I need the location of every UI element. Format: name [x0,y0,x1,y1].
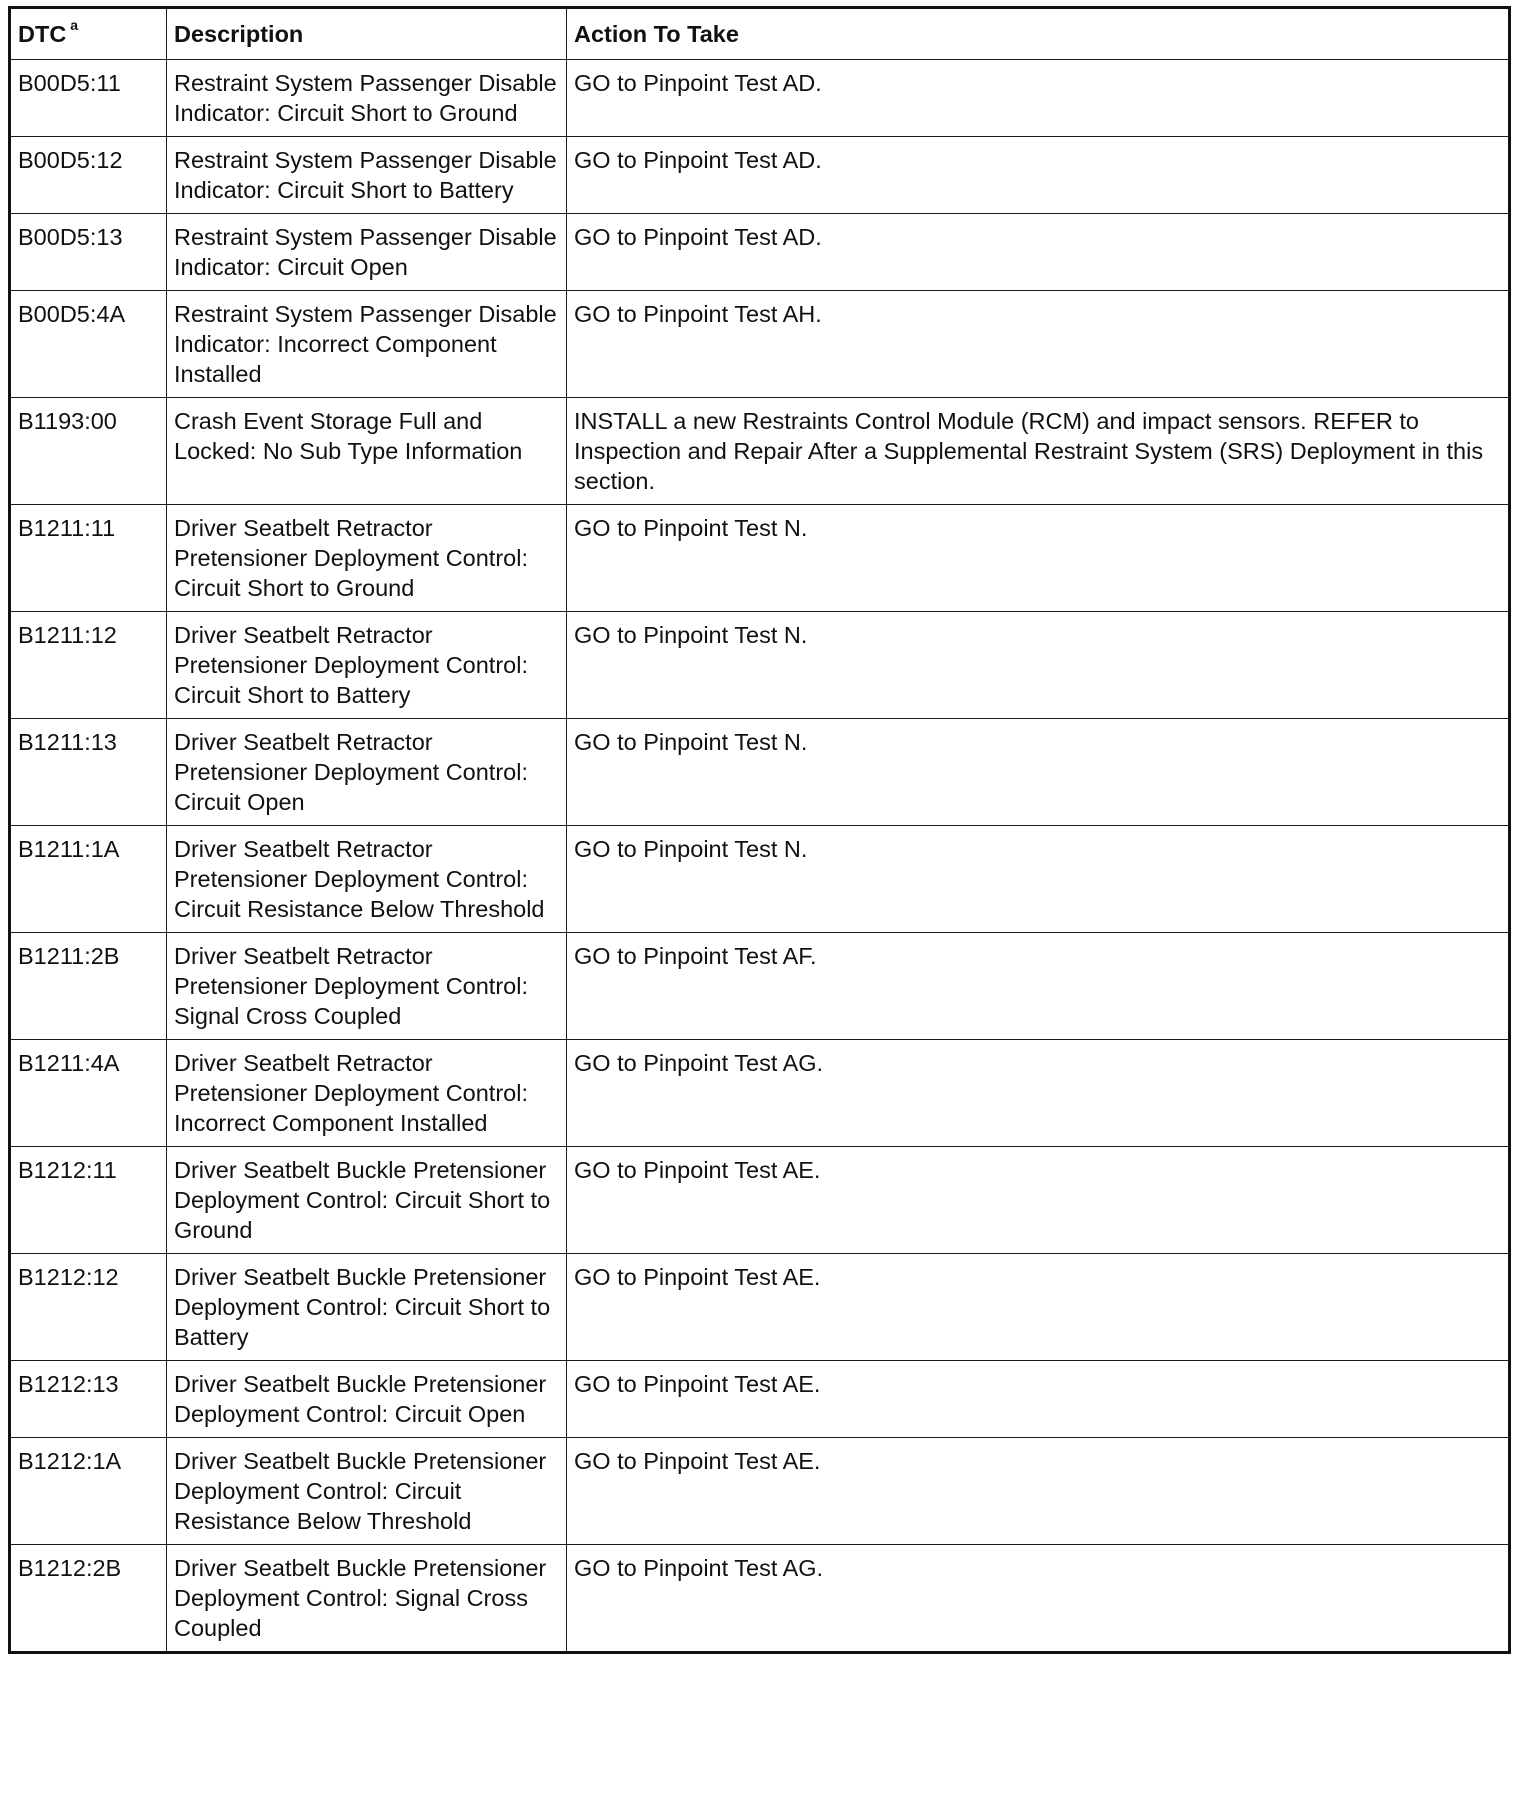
dtc-action: GO to Pinpoint Test N. [567,505,1510,612]
dtc-action: GO to Pinpoint Test AD. [567,214,1510,291]
header-dtc-label: DTC [18,21,67,47]
table-row [10,1361,1510,1438]
dtc-action: GO to Pinpoint Test AE. [567,1361,1510,1438]
dtc-code: B1212:13 [10,1361,167,1438]
dtc-description: Restraint System Passenger Disable Indicator: Circuit Short to Ground [167,60,567,137]
table-header [10,8,1510,60]
dtc-description: Driver Seatbelt Buckle Pretensioner Deployment Control: Circuit Resistance Below Threshold [167,1438,567,1545]
dtc-code: B00D5:13 [10,214,167,291]
dtc-action: GO to Pinpoint Test N. [567,719,1510,826]
table-row [10,137,1510,214]
dtc-description: Driver Seatbelt Retractor Pretensioner Deployment Control: Signal Cross Coupled [167,933,567,1040]
dtc-code: B1211:4A [10,1040,167,1147]
dtc-code: B1211:1A [10,826,167,933]
dtc-action: GO to Pinpoint Test N. [567,612,1510,719]
table-row [10,505,1510,612]
table-row [10,1147,1510,1254]
table-row [10,60,1510,137]
table-body [10,60,1510,1653]
dtc-code: B1211:11 [10,505,167,612]
dtc-action: GO to Pinpoint Test AE. [567,1254,1510,1361]
dtc-description: Driver Seatbelt Buckle Pretensioner Deployment Control: Circuit Short to Ground [167,1147,567,1254]
table-row [10,214,1510,291]
table-row [10,612,1510,719]
header-dtc [10,8,167,60]
table-row [10,1040,1510,1147]
header-action: Action To Take [567,8,1510,60]
dtc-action: GO to Pinpoint Test AF. [567,933,1510,1040]
dtc-code: B1212:2B [10,1545,167,1653]
dtc-code: B1193:00 [10,398,167,505]
dtc-description: Driver Seatbelt Retractor Pretensioner Deployment Control: Circuit Short to Battery [167,612,567,719]
dtc-code: B1212:1A [10,1438,167,1545]
dtc-action: INSTALL a new Restraints Control Module (RCM) and impact sensors. REFER to Inspection and Repair After a Supplemental Restraint System (SRS) Deployment in this section. [567,398,1510,505]
dtc-code: B1212:12 [10,1254,167,1361]
dtc-description: Driver Seatbelt Retractor Pretensioner Deployment Control: Circuit Short to Ground [167,505,567,612]
table-row [10,291,1510,398]
dtc-action: GO to Pinpoint Test AE. [567,1438,1510,1545]
table-row [10,826,1510,933]
dtc-action: GO to Pinpoint Test AD. [567,60,1510,137]
table-row [10,1545,1510,1653]
header-row [10,8,1510,60]
dtc-code: B1211:12 [10,612,167,719]
table-row [10,719,1510,826]
dtc-action: GO to Pinpoint Test N. [567,826,1510,933]
header-description: Description [167,8,567,60]
dtc-description: Restraint System Passenger Disable Indicator: Circuit Short to Battery [167,137,567,214]
dtc-action: GO to Pinpoint Test AE. [567,1147,1510,1254]
table-row [10,1438,1510,1545]
dtc-description: Crash Event Storage Full and Locked: No Sub Type Information [167,398,567,505]
dtc-description: Restraint System Passenger Disable Indicator: Incorrect Component Installed [167,291,567,398]
dtc-description: Driver Seatbelt Buckle Pretensioner Deployment Control: Signal Cross Coupled [167,1545,567,1653]
dtc-description: Driver Seatbelt Buckle Pretensioner Deployment Control: Circuit Short to Battery [167,1254,567,1361]
header-dtc-footnote-marker: a [70,17,79,34]
table-row [10,1254,1510,1361]
dtc-code: B00D5:11 [10,60,167,137]
dtc-description: Driver Seatbelt Retractor Pretensioner Deployment Control: Incorrect Component Installed [167,1040,567,1147]
dtc-action: GO to Pinpoint Test AG. [567,1545,1510,1653]
dtc-code: B1211:13 [10,719,167,826]
dtc-code: B00D5:4A [10,291,167,398]
dtc-description: Driver Seatbelt Retractor Pretensioner Deployment Control: Circuit Open [167,719,567,826]
dtc-table [8,6,1511,1654]
dtc-code: B1211:2B [10,933,167,1040]
dtc-description: Restraint System Passenger Disable Indicator: Circuit Open [167,214,567,291]
dtc-description: Driver Seatbelt Buckle Pretensioner Deployment Control: Circuit Open [167,1361,567,1438]
table-row [10,398,1510,505]
table-row [10,933,1510,1040]
dtc-code: B00D5:12 [10,137,167,214]
dtc-code: B1212:11 [10,1147,167,1254]
dtc-action: GO to Pinpoint Test AG. [567,1040,1510,1147]
dtc-action: GO to Pinpoint Test AD. [567,137,1510,214]
dtc-action: GO to Pinpoint Test AH. [567,291,1510,398]
dtc-description: Driver Seatbelt Retractor Pretensioner Deployment Control: Circuit Resistance Below Threshold [167,826,567,933]
